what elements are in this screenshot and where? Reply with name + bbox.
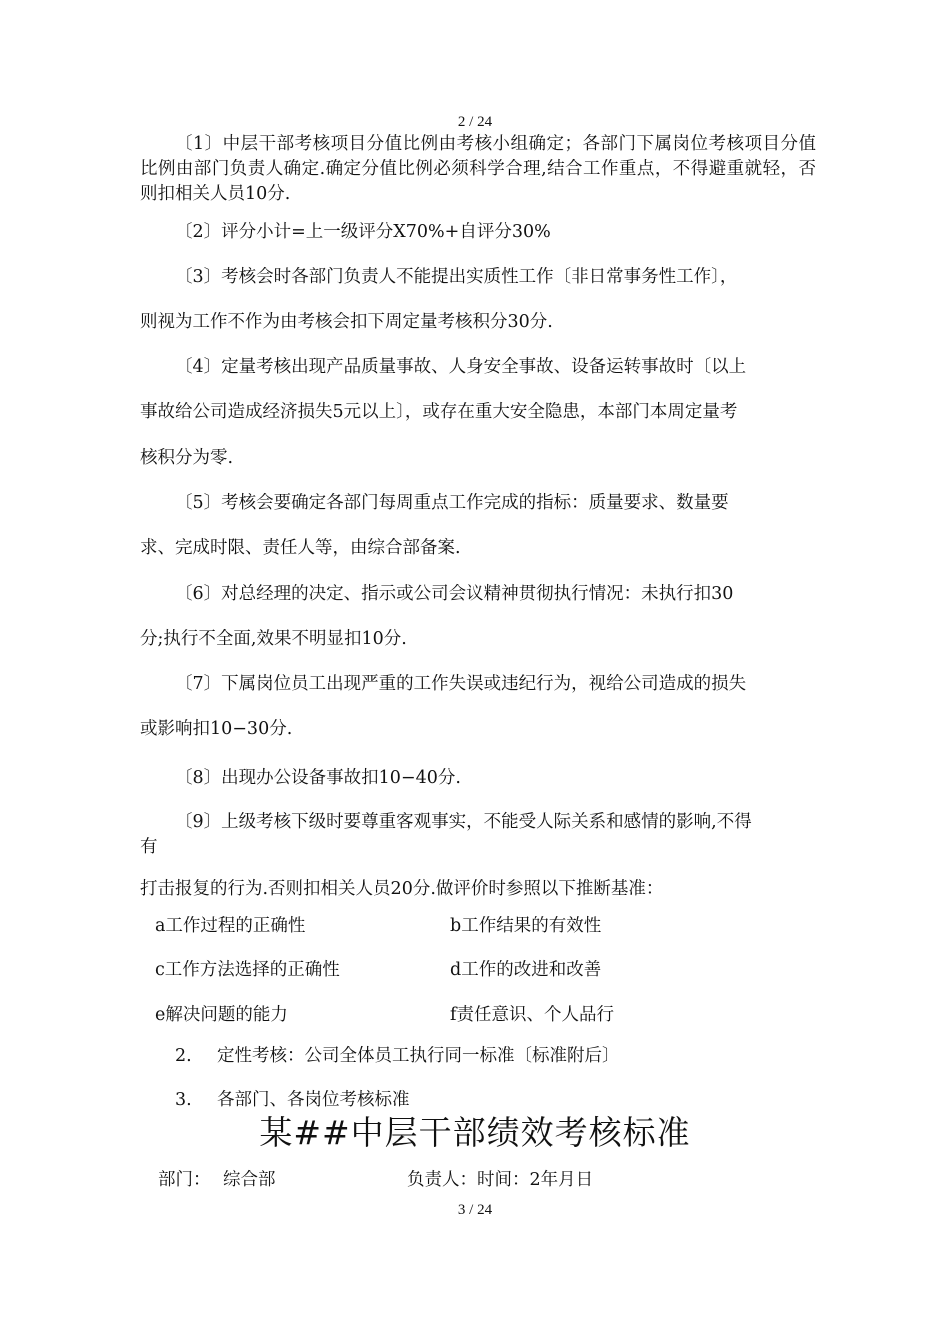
item-7-line-2: 或影响扣10−30分. <box>140 719 293 739</box>
manager-date-info: 负责人：时间：2年月日 <box>407 1170 594 1190</box>
numbered-item-2-number: 2. <box>175 1046 192 1066</box>
item-6-line-1: 〔6〕对总经理的决定、指示或公司会议精神贯彻执行情况：未执行扣30 <box>175 584 734 604</box>
criterion-f: f责任意识、个人品行 <box>450 1005 614 1025</box>
numbered-item-2 <box>175 1044 620 1069</box>
page-number-bottom: 3 / 24 <box>457 1202 493 1218</box>
item-9-line-3: 打击报复的行为.否则扣相关人员20分.做评价时参照以下推断基准： <box>140 879 664 899</box>
numbered-item-2-text: 定性考核：公司全体员工执行同一标准〔标准附后〕 <box>217 1046 620 1066</box>
item-2: 〔2〕评分小计=上一级评分X70%+自评分30% <box>175 222 551 242</box>
item-9-line-2: 有 <box>140 837 158 857</box>
item-1: 〔1〕中层干部考核项目分值比例由考核小组确定；各部门下属岗位考核项目分值比例由部门负责人确定.确定分值比例必须科学合理,结合工作重点，不得避重就轻，否则扣相关人员10分. <box>140 134 816 204</box>
item-4-line-1: 〔4〕定量考核出现产品质量事故、人身安全事故、设备运转事故时〔以上 <box>175 357 747 377</box>
page-number-top: 2 / 24 <box>457 114 493 130</box>
numbered-item-3-text: 各部门、各岗位考核标准 <box>217 1090 410 1110</box>
item-4-line-3: 核积分为零. <box>140 448 234 468</box>
criterion-a: a工作过程的正确性 <box>155 916 306 936</box>
dept-value: 综合部 <box>223 1170 276 1190</box>
item-7-line-1: 〔7〕下属岗位员工出现严重的工作失误或违纪行为，视给公司造成的损失 <box>175 674 747 694</box>
numbered-item-3-number: 3. <box>175 1090 192 1110</box>
dept-label: 部门： <box>158 1170 211 1190</box>
criterion-b: b工作结果的有效性 <box>450 916 602 936</box>
item-5-line-2: 求、完成时限、责任人等，由综合部备案. <box>140 538 461 558</box>
criterion-d: d工作的改进和改善 <box>450 960 602 980</box>
item-6-line-2: 分;执行不全面,效果不明显扣10分. <box>140 629 407 649</box>
item-5-line-1: 〔5〕考核会要确定各部门每周重点工作完成的指标：质量要求、数量要 <box>175 493 729 513</box>
criterion-c: c工作方法选择的正确性 <box>155 960 340 980</box>
item-4-line-2: 事故给公司造成经济损失5元以上〕，或存在重大安全隐患，本部门本周定量考 <box>140 402 738 422</box>
document-title: 某##中层干部绩效考核标准 <box>259 1113 691 1152</box>
item-3-line-2: 则视为工作不作为由考核会扣下周定量考核积分30分. <box>140 312 553 332</box>
criterion-e: e解决问题的能力 <box>155 1005 288 1025</box>
item-8: 〔8〕出现办公设备事故扣10−40分. <box>175 768 461 788</box>
item-3-line-1: 〔3〕考核会时各部门负责人不能提出实质性工作〔非日常事务性工作〕， <box>175 267 738 287</box>
item-9-line-1: 〔9〕上级考核下级时要尊重客观事实，不能受人际关系和感情的影响,不得 <box>175 812 752 832</box>
